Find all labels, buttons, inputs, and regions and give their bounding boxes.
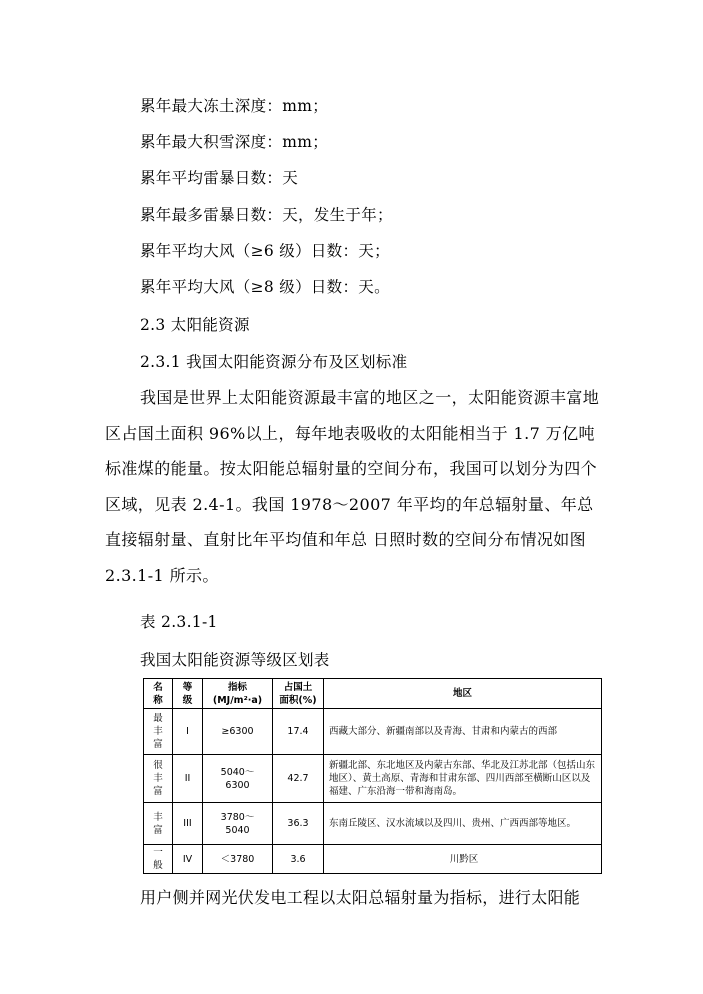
section-heading: 2.3 太阳能资源 xyxy=(140,316,250,334)
trailing-line: 用户侧并网光伏发电工程以太阳总辐射量为指标，进行太阳能 xyxy=(140,888,581,907)
table-row: 很丰富 II 5040～6300 42.7 新疆北部、东北地区及内蒙古东部、华北及江苏北部（包括山东地区）、黄土高原、青海和甘肃东部、四川西部至横断山区以及福建、广东沿海一带和海南岛。 xyxy=(144,755,602,803)
climate-line-5: 累年平均大风（≥6 级）日数：天； xyxy=(140,242,390,260)
subsection-heading: 2.3.1 我国太阳能资源分布及区划标准 xyxy=(140,353,408,371)
table-row: 丰富 III 3780～5040 36.3 东南丘陵区、汉水流域以及四川、贵州、广西西部等地区。 xyxy=(144,803,602,845)
climate-line-4: 累年最多雷暴日数：天，发生于年； xyxy=(140,206,393,224)
table-row: 一般 IV ＜3780 3.6 川黔区 xyxy=(144,845,602,874)
table-row: 最丰富 I ≥6300 17.4 西藏大部分、新疆南部以及青海、甘肃和内蒙古的西部 xyxy=(144,709,602,755)
solar-grade-table xyxy=(143,678,602,874)
table-header-row xyxy=(144,679,602,709)
header-area: 占国土 面积(%) xyxy=(273,679,324,709)
header-name: 名称 xyxy=(144,679,173,709)
header-region: 地区 xyxy=(324,679,602,709)
body-paragraph-text: 我国是世界上太阳能资源最丰富的地区之一，太阳能资源丰富地区占国土面积 96%以上，每年地表吸收的太阳能相当于 1.7 万亿吨标准煤的能量。按太阳能总辐射量的空间分布，我国可以划分为四个区域，见表 2.4-1。我国 1978～2007 年平均的年总辐射量、年总直接辐射量、直射比年平均值和年总 日照时数的空间分布情况如图 2.3.1-1 所示。 xyxy=(105,388,600,585)
body-paragraph xyxy=(105,380,601,593)
header-index: 指标 (MJ/m²·a) xyxy=(203,679,273,709)
climate-line-6: 累年平均大风（≥8 级）日数：天。 xyxy=(140,278,390,296)
table-title: 我国太阳能资源等级区划表 xyxy=(140,651,330,669)
climate-line-2: 累年最大积雪深度：mm； xyxy=(140,133,328,151)
table-number: 表 2.3.1-1 xyxy=(140,613,218,631)
header-grade: 等级 xyxy=(173,679,203,709)
climate-line-3: 累年平均雷暴日数：天 xyxy=(140,169,299,187)
climate-line-1: 累年最大冻土深度：mm； xyxy=(140,97,328,115)
